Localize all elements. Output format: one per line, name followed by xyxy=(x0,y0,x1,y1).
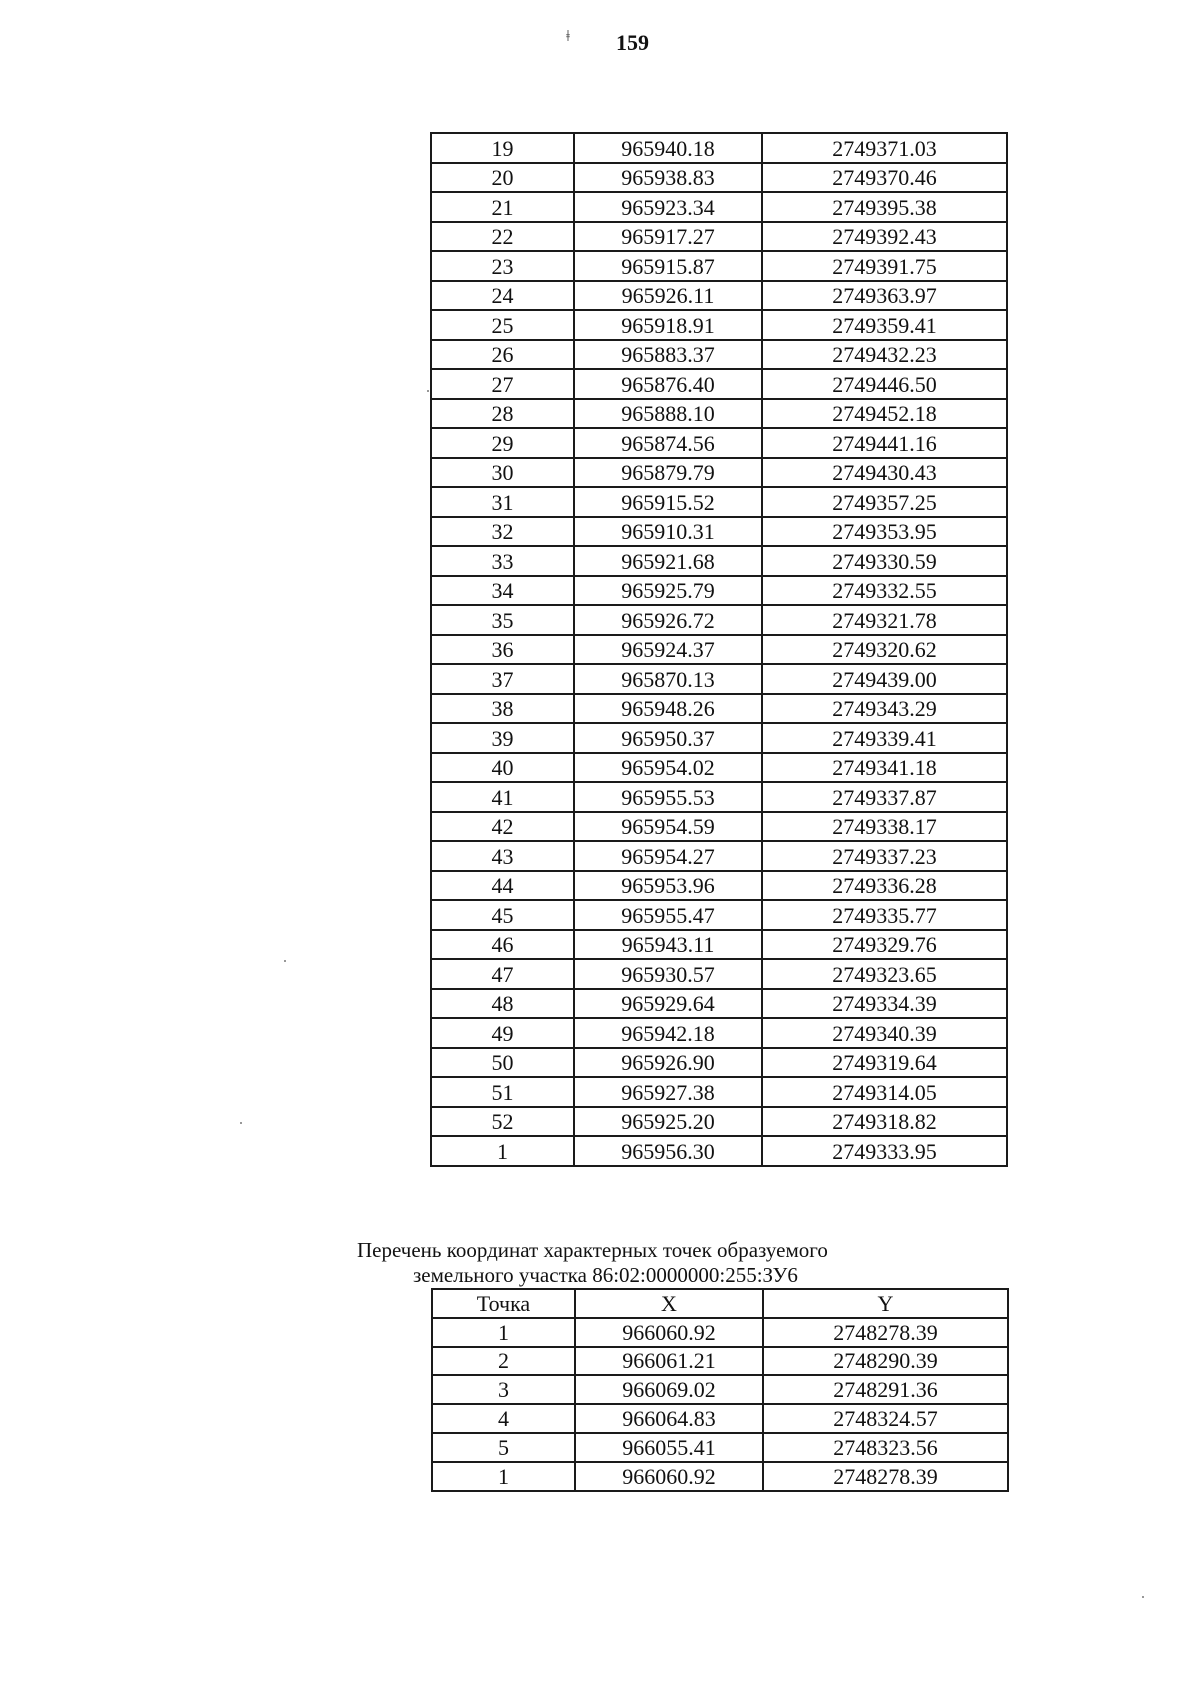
x-coordinate-cell: 965876.40 xyxy=(574,369,762,399)
table-row xyxy=(432,1375,1008,1404)
point-number-cell: 28 xyxy=(431,399,574,429)
y-coordinate-cell: 2749318.82 xyxy=(762,1107,1007,1137)
table-row xyxy=(431,1018,1007,1048)
y-coordinate-cell: 2749329.76 xyxy=(762,930,1007,960)
x-coordinate-cell: 966060.92 xyxy=(575,1318,763,1347)
x-coordinate-cell: 965915.87 xyxy=(574,251,762,281)
y-coordinate-cell: 2749430.43 xyxy=(762,458,1007,488)
x-coordinate-cell: 965926.11 xyxy=(574,281,762,311)
y-coordinate-cell: 2749452.18 xyxy=(762,399,1007,429)
y-coordinate-cell: 2749395.38 xyxy=(762,192,1007,222)
y-coordinate-cell: 2749363.97 xyxy=(762,281,1007,311)
point-number-cell: 1 xyxy=(432,1318,575,1347)
x-coordinate-cell: 965917.27 xyxy=(574,222,762,252)
column-header-y: Y xyxy=(763,1289,1008,1318)
table-row xyxy=(431,163,1007,193)
y-coordinate-cell: 2749371.03 xyxy=(762,133,1007,163)
point-number-cell: 3 xyxy=(432,1375,575,1404)
point-number-cell: 39 xyxy=(431,723,574,753)
x-coordinate-cell: 965921.68 xyxy=(574,546,762,576)
point-number-cell: 31 xyxy=(431,487,574,517)
y-coordinate-cell: 2749332.55 xyxy=(762,576,1007,606)
x-coordinate-cell: 965924.37 xyxy=(574,635,762,665)
x-coordinate-cell: 966055.41 xyxy=(575,1433,763,1462)
point-number-cell: 35 xyxy=(431,605,574,635)
point-number-cell: 37 xyxy=(431,664,574,694)
y-coordinate-cell: 2749319.64 xyxy=(762,1048,1007,1078)
y-coordinate-cell: 2749337.23 xyxy=(762,841,1007,871)
y-coordinate-cell: 2749392.43 xyxy=(762,222,1007,252)
point-number-cell: 34 xyxy=(431,576,574,606)
x-coordinate-cell: 965918.91 xyxy=(574,310,762,340)
y-coordinate-cell: 2749357.25 xyxy=(762,487,1007,517)
y-coordinate-cell: 2749321.78 xyxy=(762,605,1007,635)
x-coordinate-cell: 965954.59 xyxy=(574,812,762,842)
point-number-cell: 4 xyxy=(432,1404,575,1433)
point-number-cell: 26 xyxy=(431,340,574,370)
point-number-cell: 22 xyxy=(431,222,574,252)
table-row xyxy=(431,192,1007,222)
x-coordinate-cell: 965888.10 xyxy=(574,399,762,429)
table-row xyxy=(431,959,1007,989)
table-row xyxy=(432,1404,1008,1433)
y-coordinate-cell: 2749334.39 xyxy=(762,989,1007,1019)
y-coordinate-cell: 2749446.50 xyxy=(762,369,1007,399)
table-row xyxy=(431,517,1007,547)
column-header-x: X xyxy=(575,1289,763,1318)
y-coordinate-cell: 2749333.95 xyxy=(762,1136,1007,1166)
x-coordinate-cell: 965956.30 xyxy=(574,1136,762,1166)
table-row xyxy=(431,989,1007,1019)
y-coordinate-cell: 2749314.05 xyxy=(762,1077,1007,1107)
point-number-cell: 32 xyxy=(431,517,574,547)
point-number-cell: 46 xyxy=(431,930,574,960)
table-row xyxy=(431,812,1007,842)
y-coordinate-cell: 2749439.00 xyxy=(762,664,1007,694)
point-number-cell: 38 xyxy=(431,694,574,724)
point-number-cell: 43 xyxy=(431,841,574,871)
point-number-cell: 33 xyxy=(431,546,574,576)
table-row xyxy=(431,576,1007,606)
x-coordinate-cell: 965953.96 xyxy=(574,871,762,901)
y-coordinate-cell: 2749341.18 xyxy=(762,753,1007,783)
x-coordinate-cell: 965910.31 xyxy=(574,517,762,547)
table-row xyxy=(432,1462,1008,1491)
y-coordinate-cell: 2748323.56 xyxy=(763,1433,1008,1462)
point-number-cell: 1 xyxy=(432,1462,575,1491)
page-mark: ǂ xyxy=(566,28,570,45)
point-number-cell: 51 xyxy=(431,1077,574,1107)
y-coordinate-cell: 2749340.39 xyxy=(762,1018,1007,1048)
table-row xyxy=(432,1318,1008,1347)
table-row xyxy=(431,753,1007,783)
point-number-cell: 47 xyxy=(431,959,574,989)
table-row xyxy=(431,251,1007,281)
table-row xyxy=(431,310,1007,340)
table-row xyxy=(431,694,1007,724)
table-row xyxy=(431,930,1007,960)
table-row xyxy=(431,369,1007,399)
x-coordinate-cell: 965915.52 xyxy=(574,487,762,517)
x-coordinate-cell: 965879.79 xyxy=(574,458,762,488)
y-coordinate-cell: 2749343.29 xyxy=(762,694,1007,724)
point-number-cell: 44 xyxy=(431,871,574,901)
table-caption-line-2: земельного участка 86:02:0000000:255:ЗУ6 xyxy=(413,1263,798,1287)
y-coordinate-cell: 2749353.95 xyxy=(762,517,1007,547)
point-number-cell: 20 xyxy=(431,163,574,193)
table-row xyxy=(431,1048,1007,1078)
point-number-cell: 41 xyxy=(431,782,574,812)
point-number-cell: 45 xyxy=(431,900,574,930)
table-row xyxy=(431,1136,1007,1166)
y-coordinate-cell: 2748324.57 xyxy=(763,1404,1008,1433)
table-row xyxy=(431,723,1007,753)
point-number-cell: 40 xyxy=(431,753,574,783)
scan-speck xyxy=(1142,1596,1144,1598)
table-row xyxy=(431,1107,1007,1137)
x-coordinate-cell: 965938.83 xyxy=(574,163,762,193)
y-coordinate-cell: 2749323.65 xyxy=(762,959,1007,989)
x-coordinate-cell: 965870.13 xyxy=(574,664,762,694)
point-number-cell: 23 xyxy=(431,251,574,281)
point-number-cell: 27 xyxy=(431,369,574,399)
plot-coordinates-table-body xyxy=(432,1318,1008,1491)
table-row xyxy=(431,605,1007,635)
x-coordinate-cell: 965954.27 xyxy=(574,841,762,871)
table-row xyxy=(431,399,1007,429)
x-coordinate-cell: 965925.79 xyxy=(574,576,762,606)
y-coordinate-cell: 2748278.39 xyxy=(763,1318,1008,1347)
x-coordinate-cell: 966069.02 xyxy=(575,1375,763,1404)
point-number-cell: 19 xyxy=(431,133,574,163)
x-coordinate-cell: 966061.21 xyxy=(575,1347,763,1376)
y-coordinate-cell: 2749432.23 xyxy=(762,340,1007,370)
y-coordinate-cell: 2749339.41 xyxy=(762,723,1007,753)
point-number-cell: 5 xyxy=(432,1433,575,1462)
coordinates-table-body xyxy=(431,133,1007,1166)
point-number-cell: 48 xyxy=(431,989,574,1019)
point-number-cell: 52 xyxy=(431,1107,574,1137)
x-coordinate-cell: 965950.37 xyxy=(574,723,762,753)
table-row xyxy=(431,222,1007,252)
x-coordinate-cell: 965948.26 xyxy=(574,694,762,724)
point-number-cell: 36 xyxy=(431,635,574,665)
y-coordinate-cell: 2749370.46 xyxy=(762,163,1007,193)
point-number-cell: 2 xyxy=(432,1347,575,1376)
x-coordinate-cell: 966060.92 xyxy=(575,1462,763,1491)
x-coordinate-cell: 965925.20 xyxy=(574,1107,762,1137)
x-coordinate-cell: 965954.02 xyxy=(574,753,762,783)
table-row xyxy=(431,664,1007,694)
y-coordinate-cell: 2749330.59 xyxy=(762,546,1007,576)
table-row xyxy=(431,1077,1007,1107)
table-header-row xyxy=(432,1289,1008,1318)
table-row xyxy=(431,340,1007,370)
point-number-cell: 1 xyxy=(431,1136,574,1166)
x-coordinate-cell: 965955.53 xyxy=(574,782,762,812)
point-number-cell: 21 xyxy=(431,192,574,222)
y-coordinate-cell: 2749336.28 xyxy=(762,871,1007,901)
table-row xyxy=(431,841,1007,871)
x-coordinate-cell: 966064.83 xyxy=(575,1404,763,1433)
scan-speck xyxy=(427,390,429,392)
table-row xyxy=(431,458,1007,488)
y-coordinate-cell: 2749337.87 xyxy=(762,782,1007,812)
table-caption-line-1: Перечень координат характерных точек образуемого xyxy=(357,1238,828,1262)
point-number-cell: 29 xyxy=(431,428,574,458)
x-coordinate-cell: 965955.47 xyxy=(574,900,762,930)
x-coordinate-cell: 965926.72 xyxy=(574,605,762,635)
x-coordinate-cell: 965940.18 xyxy=(574,133,762,163)
y-coordinate-cell: 2749391.75 xyxy=(762,251,1007,281)
y-coordinate-cell: 2749359.41 xyxy=(762,310,1007,340)
scan-speck xyxy=(240,1122,242,1124)
y-coordinate-cell: 2748291.36 xyxy=(763,1375,1008,1404)
point-number-cell: 49 xyxy=(431,1018,574,1048)
table-row xyxy=(431,281,1007,311)
x-coordinate-cell: 965927.38 xyxy=(574,1077,762,1107)
x-coordinate-cell: 965942.18 xyxy=(574,1018,762,1048)
table-row xyxy=(431,428,1007,458)
point-number-cell: 25 xyxy=(431,310,574,340)
x-coordinate-cell: 965943.11 xyxy=(574,930,762,960)
y-coordinate-cell: 2748278.39 xyxy=(763,1462,1008,1491)
table-row xyxy=(431,900,1007,930)
x-coordinate-cell: 965926.90 xyxy=(574,1048,762,1078)
point-number-cell: 50 xyxy=(431,1048,574,1078)
table-row xyxy=(431,782,1007,812)
page-number: 159 xyxy=(616,30,649,55)
table-row xyxy=(431,871,1007,901)
coordinates-table-continued xyxy=(430,132,1008,1167)
table-row xyxy=(432,1433,1008,1462)
y-coordinate-cell: 2749441.16 xyxy=(762,428,1007,458)
x-coordinate-cell: 965930.57 xyxy=(574,959,762,989)
point-number-cell: 30 xyxy=(431,458,574,488)
y-coordinate-cell: 2749338.17 xyxy=(762,812,1007,842)
y-coordinate-cell: 2749320.62 xyxy=(762,635,1007,665)
table-row xyxy=(431,635,1007,665)
plot-zu6-coordinates-table xyxy=(431,1288,1009,1492)
x-coordinate-cell: 965929.64 xyxy=(574,989,762,1019)
table-row xyxy=(431,133,1007,163)
scan-speck xyxy=(284,960,286,962)
table-row xyxy=(431,487,1007,517)
point-number-cell: 24 xyxy=(431,281,574,311)
x-coordinate-cell: 965883.37 xyxy=(574,340,762,370)
column-header-point: Точка xyxy=(432,1289,575,1318)
point-number-cell: 42 xyxy=(431,812,574,842)
y-coordinate-cell: 2748290.39 xyxy=(763,1347,1008,1376)
table-row xyxy=(432,1347,1008,1376)
y-coordinate-cell: 2749335.77 xyxy=(762,900,1007,930)
table-row xyxy=(431,546,1007,576)
x-coordinate-cell: 965874.56 xyxy=(574,428,762,458)
x-coordinate-cell: 965923.34 xyxy=(574,192,762,222)
